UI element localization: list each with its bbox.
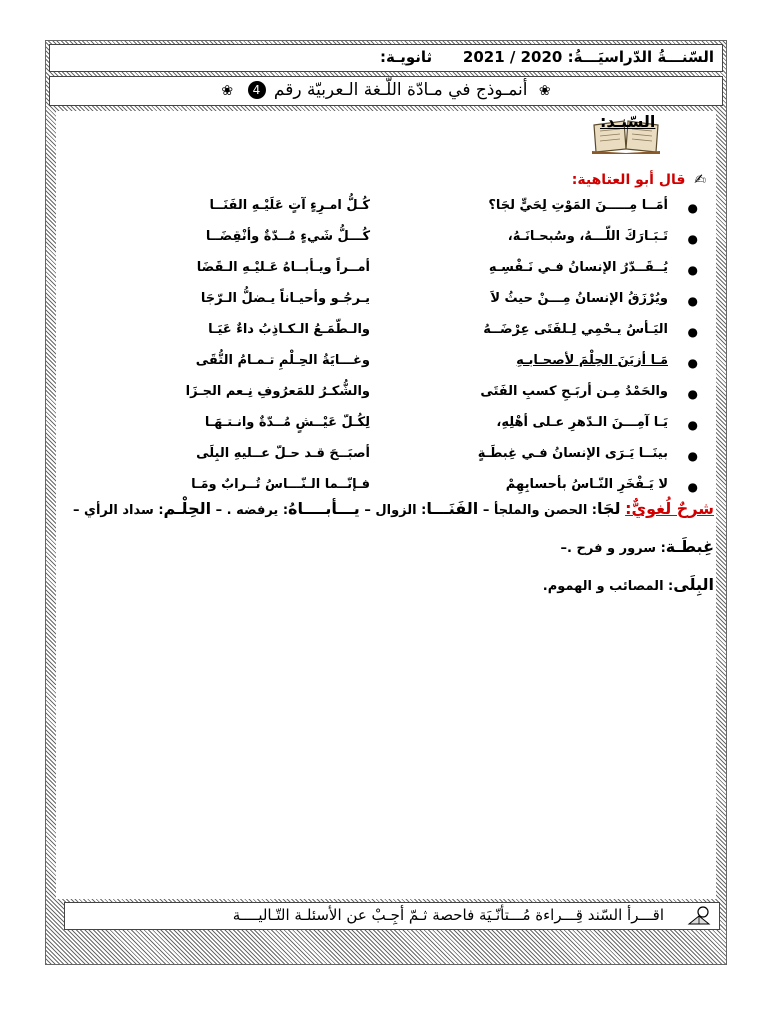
verse-bullet: ●	[687, 201, 698, 215]
verse-bullet: ●	[687, 294, 698, 308]
glossary-term: غِبطَـة	[665, 537, 714, 556]
verse-sadr: اليَـأسُ يـحْمِي لِـلفَتَى عِرْضَــهُ	[483, 322, 668, 337]
reading-person-icon	[683, 904, 713, 928]
glossary-term: الفَنَـــا	[426, 499, 479, 518]
verse-ajz: لِكُـلّ عَيْــشٍ مُــدّةٌ وانـتـهَـا	[204, 415, 370, 430]
verse-sadr: أمَــا مِـــــنَ المَوْتِ لِحَيٍّ لجَا؟	[488, 198, 668, 213]
verse-bullet: ●	[687, 449, 698, 463]
verse-sadr: مَـا أزيَنَ الحِلْمَ لأصحـابـهِ	[516, 353, 668, 368]
verse-sadr: يُــقَــدّرُ الإنسانُ فـي نَـفْسِـهِ	[488, 260, 668, 275]
flower-icon: ❀	[221, 83, 234, 99]
glossary-line-2	[561, 537, 714, 556]
verse-bullet: ●	[687, 356, 698, 370]
verse-bullet: ●	[687, 232, 698, 246]
verse-ajz: وغـــايَةُ الحِـلْمِ تـمـامُ التُّقَى	[195, 353, 370, 368]
header-year-row	[49, 44, 723, 72]
glossary-term: لجَا	[597, 499, 621, 518]
model-number-badge: 4	[248, 81, 266, 99]
glossary-definition: : يرفضه . –	[215, 503, 289, 518]
verse-bullet: ●	[687, 418, 698, 432]
verse-ajz: يـرجُـو وأحيـاناً يـضلُّ الـرّجَا	[200, 291, 370, 306]
verse-bullet: ●	[687, 325, 698, 339]
glossary-definition: : سرور و فرح .–	[560, 541, 666, 556]
glossary-term: الحِلْـم	[163, 499, 212, 518]
verse-bullet: ●	[687, 480, 698, 494]
glossary-definition: : سداد الرأي –	[73, 503, 164, 518]
glossary-term: يـــأبــــاهُ	[288, 499, 360, 518]
glossary-heading: شرحٌ لُغويٌّ:	[625, 499, 714, 518]
glossary-line-1	[73, 499, 714, 518]
title-text: أنمـوذج في مـادّة اللّـغة الـعربيّة رقم	[273, 80, 528, 100]
verse-ajz: أمــراً ويـأبــاهُ عَـليْـهِ الـقَضَا	[196, 260, 370, 275]
poet-name: قال أبو العتاهية:	[571, 172, 686, 188]
page-title	[50, 80, 722, 100]
verse-ajz: أصبَــحَ قـد حـلّ عــليهِ البِلَى	[196, 446, 370, 461]
section-label: السّنـد:	[600, 112, 656, 131]
header-title-row	[49, 76, 723, 106]
verse-bullet: ●	[687, 263, 698, 277]
verse-sadr: ويُرْزَقُ الإنسانُ مِـــنْ حيثُ لاَ	[490, 291, 668, 306]
verse-ajz: فـإنّــما الـنّـــاسُ تُــرابٌ ومَـا	[191, 477, 370, 492]
pen-icon: ✍	[694, 172, 706, 188]
glossary-term: البِلَى	[673, 575, 714, 594]
verse-ajz: والشُّكـرُ للمَعرُوفِ نِـعم الجـزَا	[185, 384, 370, 399]
verse-sadr: والحَمْدُ مِـن أربَـحِ كسبِ الفَتَى	[480, 384, 668, 399]
glossary-line-3	[543, 575, 714, 594]
verse-ajz: والـطّمَـعُ الـكـاذِبُ داءٌ عَيَـا	[208, 322, 370, 337]
verse-sadr: تَـبَـارَكَ اللّـــهُ، وسُبحـانَـهُ،	[507, 229, 668, 244]
verse-ajz: كُـلُّ امـرِءٍ آتٍ عَلَيْـهِ الفَنَــا	[209, 198, 370, 213]
instruction-text: اقـــرأ السّند قِـــراءة مُـــتأنّـيَة فاحصة ثـمّ أجِـبْ عن الأسئلـة التّـاليــــة	[232, 906, 664, 924]
glossary-definition: : المصائب و الهموم.	[542, 579, 674, 594]
verse-sadr: يَـا آمِـــنَ الـدّهرِ عـلى أهْلِهِ،	[496, 415, 668, 430]
level-label: ثانويـة:	[380, 48, 433, 66]
glossary-definition: : الزوال –	[364, 503, 427, 518]
verse-ajz: كُـــلُّ شَيءٍ مُــدّةٌ وأنْقِضَــا	[205, 229, 370, 244]
verse-sadr: بينَــا يَـرَى الإنسانُ فـي غِبطَـةٍ	[477, 446, 668, 461]
poet-line	[572, 172, 706, 188]
verse-sadr: لا يَـفْخَرِ النّـاسُ بأحسابِهِمْ	[505, 477, 668, 492]
school-year: السّنـــةُ الدّراسيَـــةُ: 2020 / 2021	[462, 48, 714, 66]
footer-instruction-bar	[64, 902, 720, 930]
glossary-definition: : الحصن والملجأ –	[482, 503, 597, 518]
verse-bullet: ●	[687, 387, 698, 401]
flower-icon: ❀	[538, 83, 551, 99]
